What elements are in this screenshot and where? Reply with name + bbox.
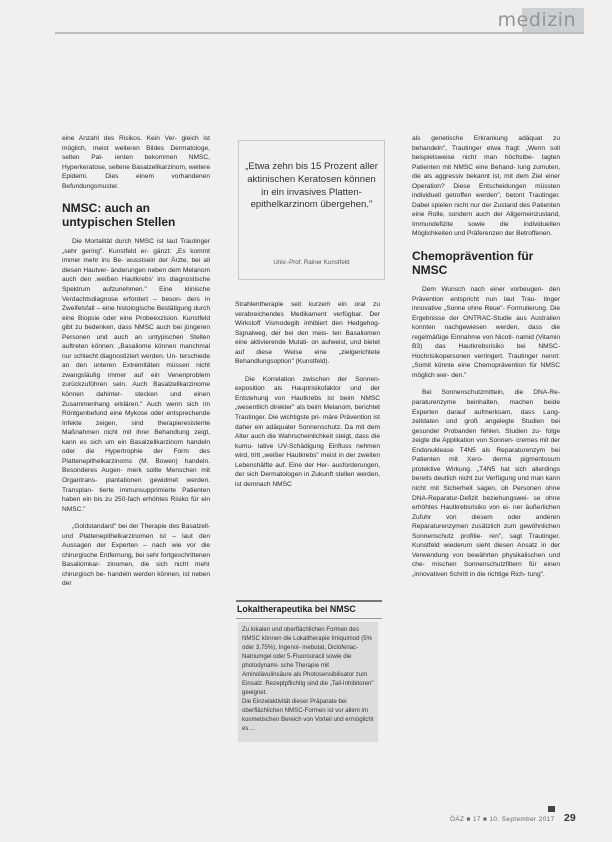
article-end-mark — [548, 806, 555, 812]
sidebar-paragraph-1: Zu lokalen und oberflächlichen Formen des NMSC können die Lokaltherapie Imiquimod (5% oder 3,75%), Ingenol- mebutat, Diclofenac-Natriumgel oder 5-Fluorouracil sowie die photodynami- sche Therapie mit Aminolävulinsäure als Photosensibilisator zum Einsatz. Rezeptpflichtig sind die „Tail-Inhibitoren" geeignet. — [242, 626, 374, 696]
col1-paragraph-2: „Goldstandard" bei der Therapie des Basalzell- und Plattenepithelkarzinomen ist – laut den Aussagen der Experten – nach wie vor die chirurgische Entfernung, bei sehr fortgeschrittenen Basaliomkar- zinomen, die sich nicht mehr chirurgisch be- handeln werden können, ist neben der — [62, 523, 210, 588]
column-2 — [235, 300, 380, 489]
section-label: medizin — [497, 9, 576, 31]
column-1 — [62, 134, 210, 589]
col3-paragraph-3: Bei Sonnenschutzmitteln, die DNA-Re- paraturenzyme beinhalten, machen beide Experten darauf aufmerksam, dass Lang- zeitdaten und groß angelegte Studien bei gesunder Probanden fehlen. Studien zu- folge zeigte die Applikation von Sonnen- cremes mit der Endonuklease T4N5 als Reparaturenzym bei Patienten mit Xero- derma pigmentosum protektive Wirkung. „T4N5 hat sich allerdings bereits deutlich nicht zur Verfügung und man kann nicht mit Sicherheit sagen, ob Personen ohne DNA-Reparatur-Defizit beziehungswei- se ohne erhöhtes Hautkrebsrisiko von ei- ner äußerlichen Zufuhr von diesem oder anderen Reparaturenzymen zusätzlich zum gewöhnlichen Sonnenschutz profitie- ren", sagt Trautinger. Kunstfeld wiederum sieht diesen Ansatz in der Verwendung von bewährten physikalischen und che- mischen Sonnenschutzfiltern für einen „innovativen Schritt in die richtige Rich- tung". — [412, 389, 560, 578]
pull-quote-text: „Etwa zehn bis 15 Prozent aller aktinischen Keratosen können in ein invasives Platten- epithelkarzinom übergehen." — [245, 161, 378, 211]
pull-quote-box — [238, 140, 385, 280]
col2-paragraph-2: Die Korrelation zwischen der Sonnen- exposition als Hauptrisikofaktor und der Entstehung von Hautkrebs ist beim NMSC „wesentlich direkter" als beim Melanom, berichtet Trautinger. Die wichtigste pri- märe Prävention ist daher ein adäquater Sonnenschutz. Da mit dem Alter auch die Wahrscheinlichkeit steigt, dass die kumu- lative UV-Schädigung Einfluss nehmen wird, tritt „weißer Hautkrebs" meist in der zweiten Lebenshälfte auf. Eine der Her- ausforderungen, der sich Dermatologen in Zukunft stellen werden, ist demnach NMSC — [235, 375, 380, 488]
sidebar-title: Lokaltherapeutika bei NMSC — [237, 604, 356, 614]
page-number: 29 — [564, 812, 576, 824]
sidebar-title-rule — [236, 618, 382, 619]
col2-paragraph-1: Strahlentherapie seit kurzem ein oral zu verabreichendes Medikament verfügbar. Der Wirkstoff Vismodegib inhibiert den Hedgehog-Signalweg, der bei den meis- ten Basaliomen eine aktivierende Mutati- on aufweist, und bietet auf diese Weise eine „zielgerichtete Behandlungsoption" (Kunstfeld). — [235, 301, 380, 366]
col1-paragraph-1: Die Mortalität durch NMSC ist laut Trautinger „sehr gering". Kunstfeld er- gänzt: „Es kommt immer mehr ins Be- wusstsein der Ärzte, bei all diesen Hautver- änderungen neben dem Melanom auch den ‚weißen Hautkrebs‘ ins diagnostische Spektrum aufzunehmen." Eine klinische Verdachtsdiagnose erfordert – beson- ders in Zweifelsfall – eine histologische Bestätigung durch eine Biopsie oder eine Probeexzision. Kunstfeld gibt zu bedenken, dass NMSC auch bei jüngeren Personen und auch an untypischen Stellen auftreten können: „Basaliome können manchmal nur schlecht diagnostiziert werden. Un- terschiede an den unteren Extremitäten müssen nicht zwangsläufig immer auf ein Venenproblem zurückzuführen sein. Auch Basalzellkarzinome können dahinter- stecken und einen Zusammenhang erklären." Auch wenn sich im Röntgenbefund eine Mykose oder entsprechende Infekte zeigen, sind therapieresistente Maßnahmen nicht mit ihrer Behandlung zeigt, kann es sich um ein Basalzellkarzinom handeln oder die Hypertrophie der Form des Plattenepithelkarzinoms (M. Bowen) handeln. Besonderes Augen- merk sollte Menschen mit Organtrans- plantationen gewidmet werden. Transplan- tierte immunsupprimierte Patienten haben ein bis zu 250-fach erhöhtes Risiko für ein NMSC." — [62, 238, 210, 513]
sidebar-paragraph-2: Die Einzelaktivität dieser Präparate bei oberflächlichen NMSC-Formen ist vor allem im kosmetischen Bereich von Vorteil und ermöglicht es ... — [242, 698, 374, 732]
col3-paragraph-2: Dem Wunsch nach einer vorbeugen- den Prävention entspricht nun laut Trau- tinger innovative „Sonne ohne Reue"- Formulierung. Die Ergebnisse der ONTRAC-Studie aus Australien konnten nachgewiesen werden, dass die regelmäßige Einnahme von Nicoti- namid (Vitamin B3) das Hautkrebsrisiko bei NMSC-Hochrisikopersonen verringert. Trautinger nennt: „Somit könnte eine Chemoprävention für NMSC möglich wer- den." — [412, 286, 560, 379]
footer-issue: ÖÄZ ■ 17 ■ 10. September 2017 — [450, 816, 555, 823]
column-3 — [412, 134, 560, 579]
sidebar-box — [238, 622, 378, 742]
col1-intro: eine Anzahl des Risikos. Kein Ver- gleich ist möglich, meist weiteren Bildes Dermatologe, selten Pat- ienten bekommen NMSC, Hyperkeratose, seltene Basalzellkarzinom, weitere Epidemi. Dies einem vorhandenen Befundungsmuster. — [62, 135, 210, 190]
col3-paragraph-1: als genetische Erkrankung adäquat zu behandeln", Trautinger etwa fragt: „Wenn soll beispielsweise nicht man höchstbe- tagten Patienten mit NMSC eine Behand- lung zumuten, die als aggressiv bekannt ist, mit dem Ziel einer Operation? Diese Entscheidungen müssten individuell getroffen werden", betont Trautinger. Dabei spielen nicht nur der Zustand des Patienten eine Rolle, sondern auch der Allgemeinzustand, Immundefizite sowie die individuellen Möglichkeiten und Präferenzen der Betroffenen. — [412, 135, 560, 238]
top-rule — [55, 32, 584, 34]
sidebar-top-rule — [236, 600, 382, 602]
heading-nmsc-untypische-stellen: NMSC: auch an untypischen Stellen — [62, 201, 176, 230]
heading-chemopraevention: Chemoprävention für NMSC — [412, 249, 534, 278]
pull-quote-author: Univ.-Prof. Rainer Kunstfeld — [273, 259, 350, 266]
